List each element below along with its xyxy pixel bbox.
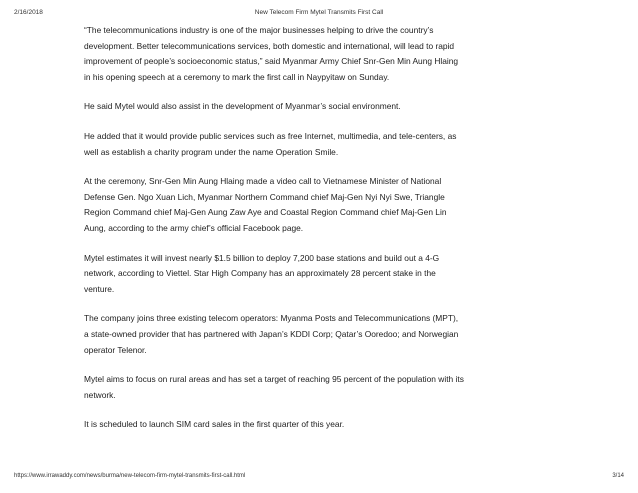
article-paragraph: He said Mytel would also assist in the development of Myanmar’s social environment. [84,101,401,112]
document-title: New Telecom Firm Mytel Transmits First Call [254,9,384,16]
article-paragraph: Mytel estimates it will invest nearly $1.5 billion to deploy 7,200 base stations and build out a 4-G network, according to Viettel. Star High Company has an approximately 28 percent stake in the venture. [84,252,440,294]
article-paragraph: Mytel aims to focus on rural areas and has set a target of reaching 95 percent of the population with its network. [84,374,464,400]
article-body [84,23,464,447]
print-date: 2/16/2018 [14,9,43,16]
page-number: 3/14 [612,473,624,479]
article-paragraph: At the ceremony, Snr-Gen Min Aung Hlaing made a video call to Vietnamese Minister of National Defense Gen. Ngo Xuan Lich, Myanmar Northern Command chief Maj-Gen Nyi Nyi Swe, Triangle Region Command chief Maj-Gen Aung Zaw Aye and Coastal Region Command chief Maj-Gen Lin Aung, according to the army chief’s official Facebook page. [84,176,447,233]
page-url: https://www.irrawaddy.com/news/burma/new-telecom-firm-mytel-transmits-first-call.html [14,473,246,479]
article-paragraph: It is scheduled to launch SIM card sales in the first quarter of this year. [84,419,345,430]
article-paragraph: He added that it would provide public services such as free Internet, multimedia, and tele-centers, as well as establish a charity program under the name Operation Smile. [84,130,457,157]
print-footer [14,473,624,485]
article-paragraph: “The telecommunications industry is one of the major businesses helping to drive the country’s development. Better telecommunications services, both domestic and international, will lead to rapid improvement of people’s socioeconomic status,” said Myanmar Army Chief Snr-Gen Min Aung Hlaing in his opening speech at a ceremony to mark the first call in Naypyitaw on Sunday. [84,25,459,82]
print-header [14,9,624,21]
article-paragraph: The company joins three existing telecom operators: Myanma Posts and Telecommunications (MPT), a state-owned provider that has partnered with Japan’s KDDI Corp; Qatar’s Ooredoo; and Norwegian operator Telenor. [84,313,459,355]
